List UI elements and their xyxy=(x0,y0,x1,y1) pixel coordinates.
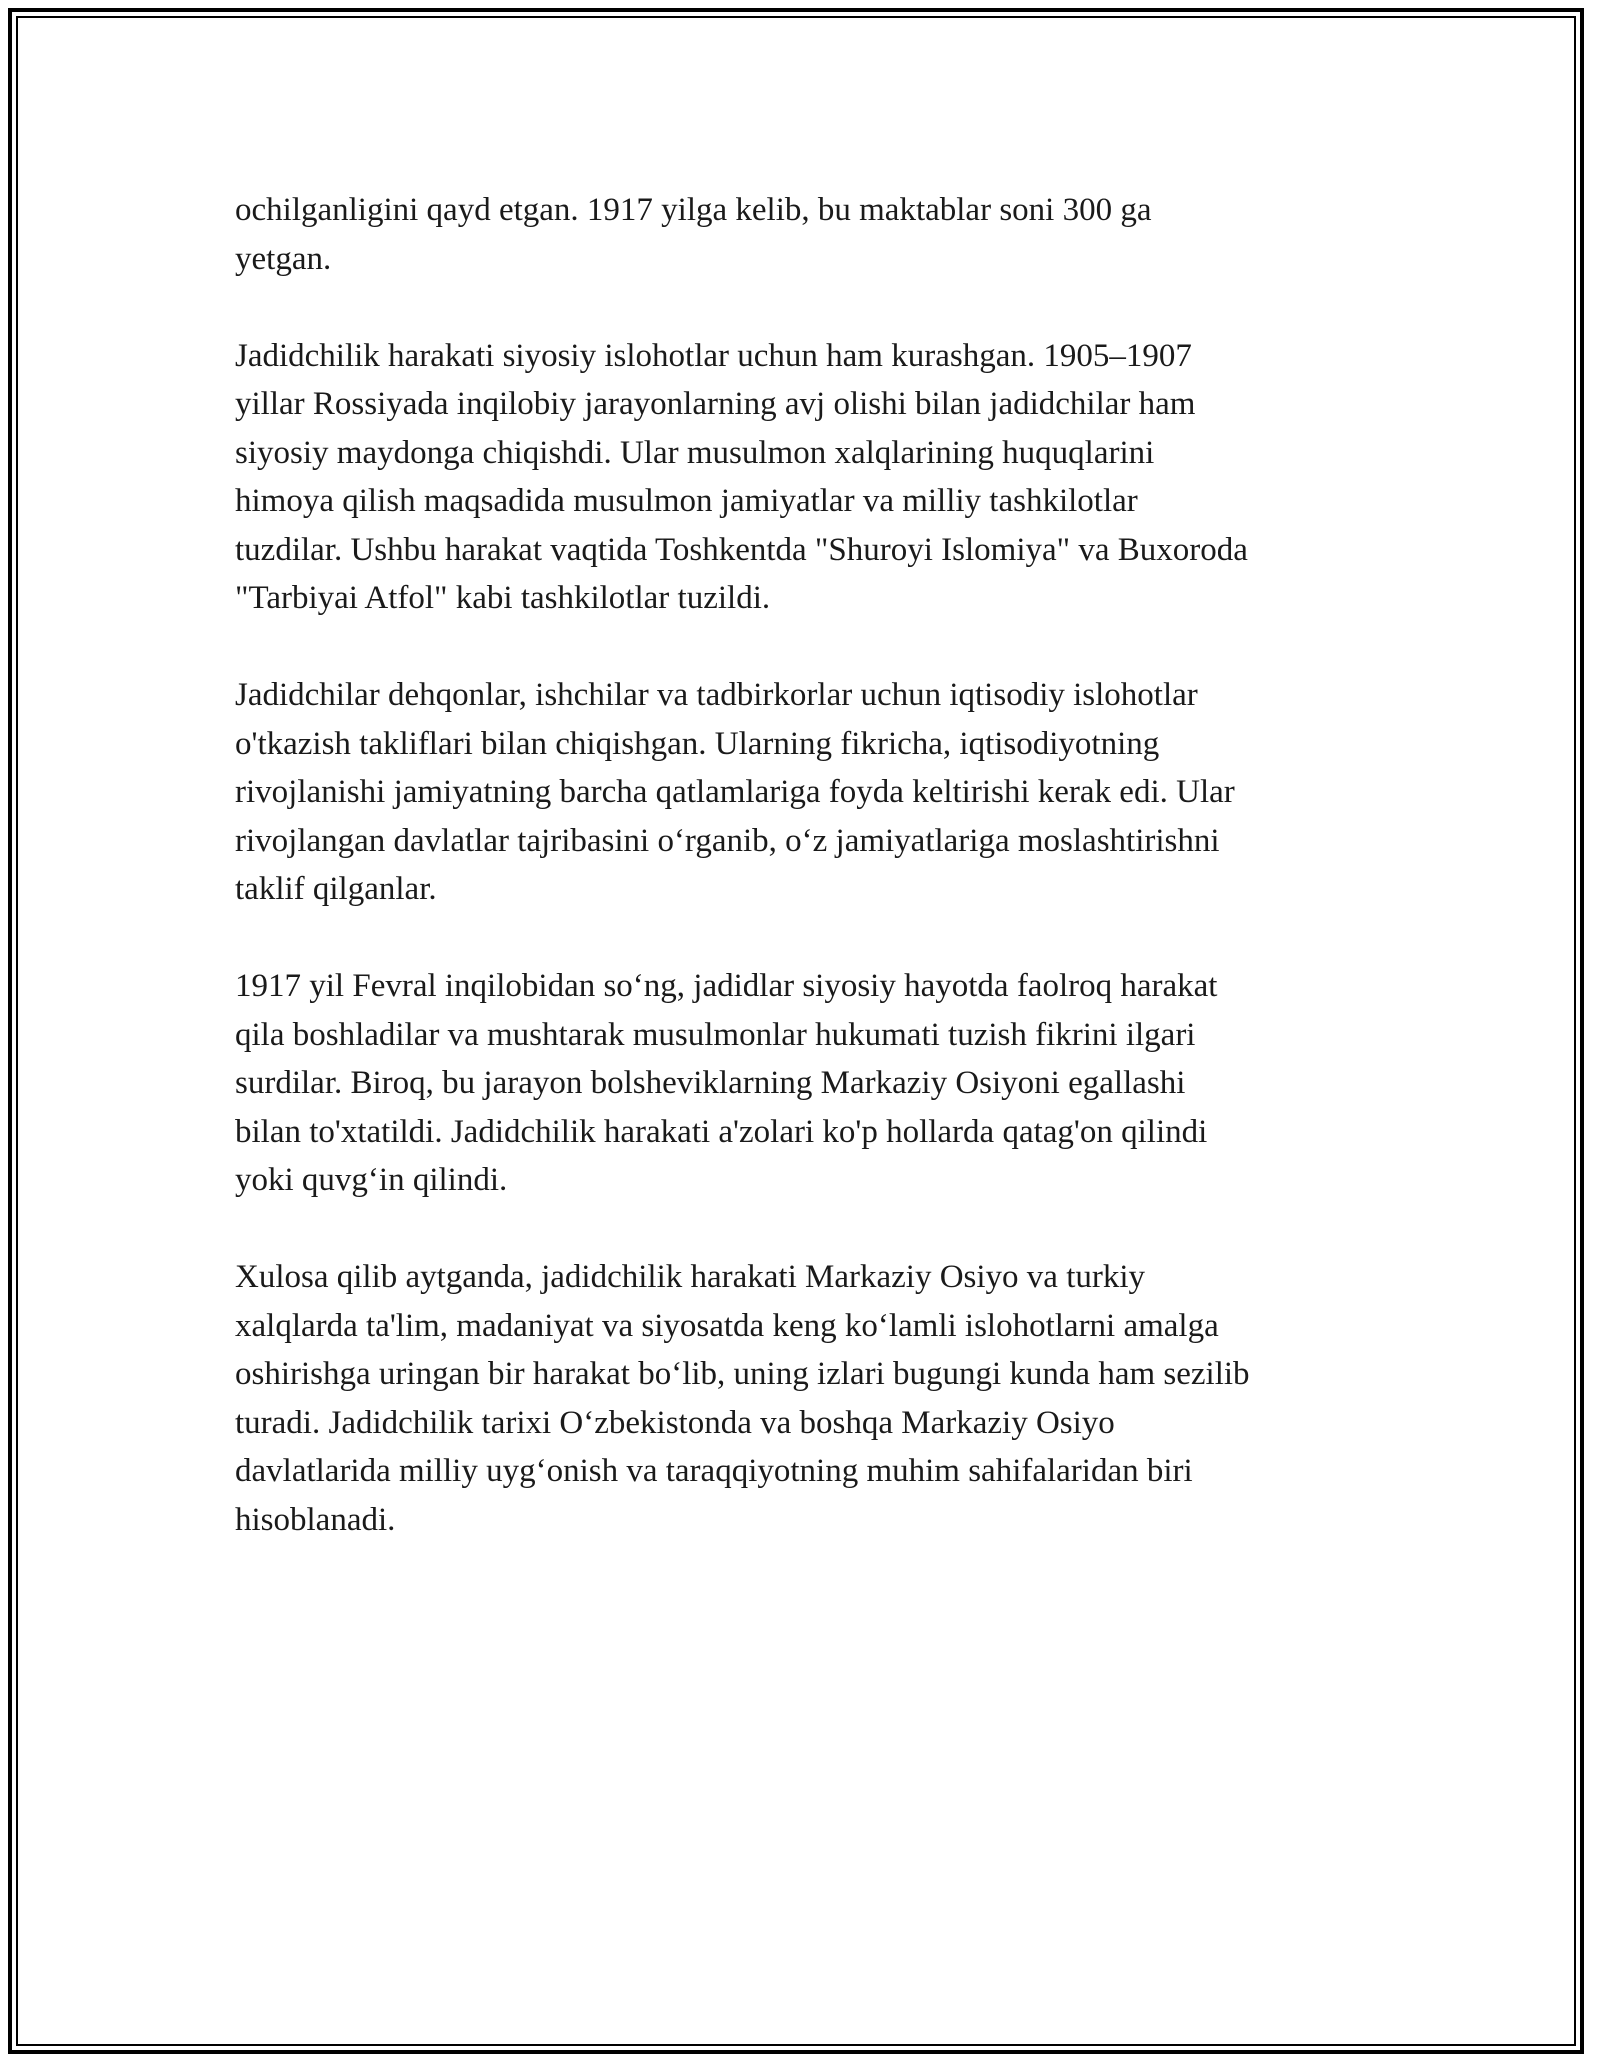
paragraph-1 xyxy=(235,186,1375,283)
paragraph-4 xyxy=(235,962,1375,1205)
text-line: turadi. Jadidchilik tarixi O‘zbekistonda va boshqa Markaziy Osiyo xyxy=(235,1404,1115,1441)
text-line: bilan to'xtatildi. Jadidchilik harakati a'zolari ko'p hollarda qatag'on qilindi xyxy=(235,1113,1208,1150)
text-line: oshirishga uringan bir harakat bo‘lib, uning izlari bugungi kunda ham sezilib xyxy=(235,1356,1250,1392)
text-line: hisoblanadi. xyxy=(235,1501,396,1538)
text-line: yetgan. xyxy=(235,240,332,277)
text-line: siyosiy maydonga chiqishdi. Ular musulmon xalqlarining huquqlarini xyxy=(235,434,1155,471)
paragraph-2 xyxy=(235,332,1375,623)
text-line: yoki quvg‘in qilindi. xyxy=(235,1162,508,1198)
text-line: xalqlarda ta'lim, madaniyat va siyosatda keng ko‘lamli islohotlarni amalga xyxy=(235,1307,1219,1344)
text-line: surdilar. Biroq, bu jarayon bolsheviklarning Markaziy Osiyoni egallashi xyxy=(235,1065,1186,1101)
text-line: Jadidchilar dehqonlar, ishchilar va tadbirkorlar uchun iqtisodiy islohotlar xyxy=(235,677,1198,713)
text-line: ochilganligini qayd etgan. 1917 yilga kelib, bu maktablar soni 300 ga xyxy=(235,192,1152,228)
text-line: rivojlanishi jamiyatning barcha qatlamlariga foyda keltirishi kerak edi. Ular xyxy=(235,774,1235,810)
text-line: yillar Rossiyada inqilobiy jarayonlarning avj olishi bilan jadidchilar ham xyxy=(235,386,1196,422)
document-body xyxy=(235,186,1375,1593)
text-line: Xulosa qilib aytganda, jadidchilik harakati Markaziy Osiyo va turkiy xyxy=(235,1259,1146,1295)
text-line: tuzdilar. Ushbu harakat vaqtida Toshkentda "Shuroyi Islomiya" va Buxoroda xyxy=(235,531,1248,568)
text-line: 1917 yil Fevral inqilobidan so‘ng, jadidlar siyosiy hayotda faolroq harakat xyxy=(235,968,1218,1004)
text-line: o'tkazish takliflari bilan chiqishgan. Ularning fikricha, iqtisodiyotning xyxy=(235,725,1160,762)
paragraph-5 xyxy=(235,1253,1375,1544)
text-line: "Tarbiyai Atfol" kabi tashkilotlar tuzildi. xyxy=(235,580,771,616)
text-line: qila boshladilar va mushtarak musulmonlar hukumati tuzish fikrini ilgari xyxy=(235,1016,1196,1053)
text-line: himoya qilish maqsadida musulmon jamiyatlar va milliy tashkilotlar xyxy=(235,483,1138,519)
text-line: rivojlangan davlatlar tajribasini o‘rganib, o‘z jamiyatlariga moslashtirishni xyxy=(235,822,1220,859)
paragraph-3 xyxy=(235,671,1375,914)
text-line: taklif qilganlar. xyxy=(235,871,437,907)
text-line: davlatlarida milliy uyg‘onish va taraqqiyotning muhim sahifalaridan biri xyxy=(235,1453,1193,1489)
text-line: Jadidchilik harakati siyosiy islohotlar uchun ham kurashgan. 1905–1907 xyxy=(235,337,1192,374)
